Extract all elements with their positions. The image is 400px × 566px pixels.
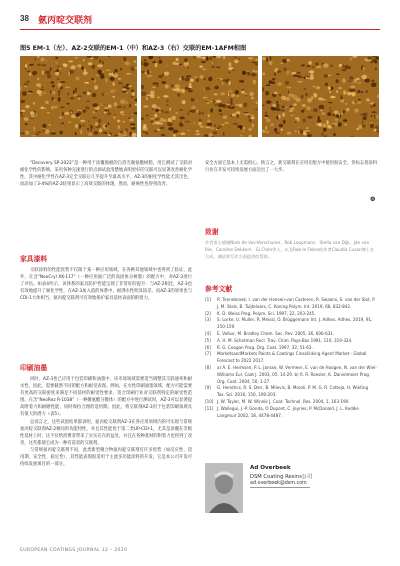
reference-number: [2] — [205, 310, 211, 316]
reference-text: R. G. Coogan Prog. Org. Coat. 1997, 32, 51-63. — [217, 344, 313, 350]
reference-item — [205, 297, 377, 311]
reference-number: [11] — [205, 405, 214, 411]
references-title: 参考文献 — [205, 285, 233, 293]
author-email-link[interactable]: ad.overbeek@dsm.com — [250, 481, 307, 486]
reference-item — [205, 338, 377, 345]
reference-number: [1] — [205, 297, 211, 302]
header-rule — [20, 29, 380, 30]
reference-item — [205, 399, 377, 406]
reference-item — [205, 317, 377, 331]
footer-journal: EUROPEAN COATINGS JOURNAL 12 – 2020 — [20, 548, 128, 553]
reference-number: [7] — [205, 351, 211, 357]
right-intro-paragraph: 安全方面它基本上无需担心。换言之，新交联剂在应用在配方中使用很安全，但标志着涂料行业在开发可持续发展方面迈出了一大步。 — [205, 161, 377, 174]
end-of-article-mark: ❹ — [370, 196, 376, 203]
afm-image-az2 — [141, 56, 258, 137]
reference-number: [9] — [205, 385, 211, 391]
reference-number: [5] — [205, 337, 211, 343]
reference-item — [205, 311, 377, 318]
reference-item — [205, 351, 377, 365]
reference-item — [205, 345, 377, 352]
reference-text: J. W. Taylor, M. W. Winnik J. Coat. Technol. Res. 2004, 1, 163-190. — [217, 398, 350, 404]
figure-caption: 图5 EM-1（左）、AZ-2交联的EM-1（中）和AZ-3（右）交联的EM-1AFM相图 — [20, 45, 247, 52]
reference-item — [205, 365, 377, 385]
reference-text: R. Tennebroek, I. van der Hoeven-van Casteren, R. Swaans, S. van der Slot, P. J. M. Stals, B. Tuijtelaars, C. Koning Polym. Int. 2019, 68, 832-842. — [217, 297, 376, 309]
reference-text: G. Hendrics, R. S. Derr, B. Milevis, B. Moroli, P. M. G. R. Catteja, H. Wieting Tox. Sci. 2016, 150, 190-203. — [217, 385, 369, 398]
furniture-paragraph: 交联涂料的性能优势不仅限于某一种应用领域，在各种其他领域中也得到了验证，此外，在含“NeoCryl XK-117”（一种应用面广泛的高固体分树脂）的配方中，对AZ-3进行了评估。如表4所示，该体系的家具防护性能呈现了非常好的提升：与AZ-2相比，AZ-3也有效地提升了耐化学性，在AZ-3加入前的体系中，耐沸水性明显较差，而AZ-3的效果也与CDI-1大体相当，氨丙啶交联剂可有效地保护家具基材表面的附着力。 — [20, 268, 192, 302]
reference-text: S. Lorke, U. Muller, R. Meissl, O. Brüggemann Int. J. Adhes. Adhes. 2019, 91, 150-159. — [217, 317, 373, 330]
intro-paragraph: “Decovery SP-2022”是一种用于涂覆地板的自消光聚氨酯树脂，用它测试了交联对耐化学性的影响。采用各种完速进行的点滴试验清楚地表明更好的交联可以显著改善耐化学性。其中耐化学性在AZ-3完全交联后几乎提升至最高水平。AZ-3的耐化学性能尤其出色，而添加了3-4%的AZ-2结果显示了高效交联的体现，然而，耐候性也得到改善。 — [20, 161, 192, 188]
reference-number: [4] — [205, 330, 211, 336]
reference-text: A. H. M. Schotman Recl. Trav. Chim. Pays-Bas 1991, 110, 319-324. — [217, 337, 353, 343]
reference-text: J. Wallegui, J.-P. Gonda, O Dupont, C. Jeyries, P. McDonald, J. L. Keddie Langmuir 2002, 18, 4478-4487. — [217, 405, 359, 418]
afm-image-em1 — [20, 56, 137, 137]
email-underline — [250, 487, 310, 488]
section-title-printing-ink: 印刷油墨 — [20, 364, 48, 372]
running-title: 氨丙啶交联剂 — [38, 16, 93, 26]
reference-number: [8] — [205, 364, 211, 370]
reference-text: a) A. E. Hermsen, P. L. Jansse, W. Vermeer, E. van de Hoogen, N. van der Wiel-Williams Eur. Coat J. 2003, 05, 14-29. b) R. R. Roesler, K. Danielmeier Prog. Org. Coat. 2004, 50, 1-27. — [217, 364, 377, 384]
afm-image-az3 — [262, 56, 379, 137]
reference-number: [10] — [205, 398, 214, 404]
reference-text: MarketsandMarkets Paints & Coatings Crosslinking Agent Market - Global Forecast to 2022 2017. — [217, 351, 367, 364]
acknowledgement-text: 作者衷心感谢Niels de Vos-Verschuren、Rob Loopmans、Stella van Dijk、Jan van Rie、Caroline Dekkers、Gi Chen等人，以及Rob le Febre的作者Claudia Cusan博士在合成、测试和写作方面提供的帮助。 — [205, 240, 375, 259]
reference-text: K. D. Weiss Prog. Polym. Sci. 1997, 22, 203-245. — [217, 310, 316, 316]
acknowledgement-title: 致谢 — [205, 228, 219, 236]
references-list — [205, 297, 377, 419]
author-name: Ad Overbeek — [250, 465, 291, 471]
page-number: 38 — [20, 14, 29, 23]
reference-text: E. Valkur, M. Bradley Chem. Soc. Rev. 2005, 36, 606-631. — [217, 330, 335, 336]
section-title-furniture: 家具漆料 — [20, 255, 48, 263]
reference-number: [6] — [205, 344, 211, 350]
reference-item — [205, 331, 377, 338]
reference-number: [3] — [205, 317, 211, 323]
printing-ink-paragraph: 同时，AZ-3也已应用于包装印刷和油墨中，该市场领域需要适当调整其交联速率和耐水性，因此，需要截然不同的配方和耐受表现。例如，在水性印刷油墨领域，配方可能需要有更高的交联密度来满足不同基材的耐受性要求，适合印刷行业对交联剂特定的耐受性范围。在含“NeoRez R-1038”（一种聚氨酯分散体）的配方中进行测试时，AZ-3可以显著提高附着力和耐磨性能，同时保持合理的适用期。因此，将交联剂AZ-3用于包装印刷领域具有很大的潜力（表5）。 总而言之，这些试验结果都表明，氨丙啶交联剂AZ-3在各应用领域内的可实现与常规氨丙啶交联剂AZ-2相同的功能特性，并且其性能优于第二类UP-CDI-1，尤其是涂覆在非极性基材上时，这不仅给消费者带来了实实在在的益处，并且在各种基材的附着力也得到了改善，这些都使它成为一种有前景的交联剂。 与常规氨丙啶交联剂不同，此类新型聚合物氨丙啶交联剂有许多优势（如反应性、适用期、安全性、稳定性），其性能表现很适用于主流多功能涂料的开发，它是本公司开发可持续发展项目的一部分。 — [20, 377, 192, 468]
author-company: DSM Coating Resins公司 — [250, 474, 313, 480]
reference-item — [205, 385, 377, 399]
reference-item — [205, 406, 377, 420]
author-photo — [205, 463, 243, 513]
